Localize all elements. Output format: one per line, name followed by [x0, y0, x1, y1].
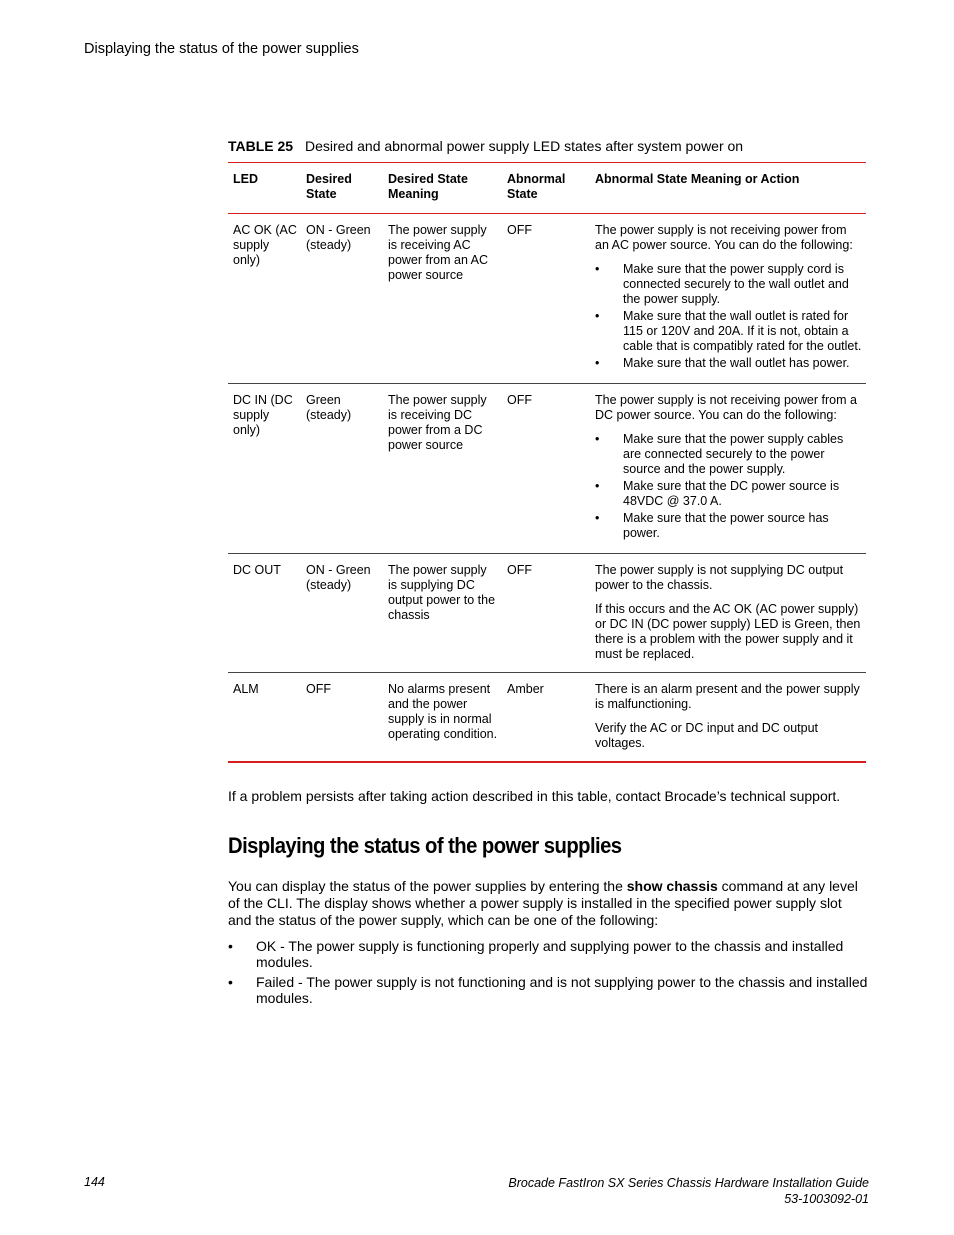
- bullet-icon: •: [595, 432, 600, 446]
- page-number: 144: [84, 1175, 105, 1189]
- action-cell: [590, 554, 866, 673]
- list-item: [228, 974, 868, 1006]
- list-item-text: Failed - The power supply is not functioning and is not supplying power to the chassis and installed modules.: [256, 974, 868, 1006]
- action-cell: [590, 673, 866, 763]
- abnormal-state-cell: OFF: [507, 393, 532, 407]
- doc-title: Brocade FastIron SX Series Chassis Hardware Installation Guide: [508, 1176, 869, 1190]
- desired-meaning-cell: No alarms present and the power supply is in normal operating condition.: [388, 682, 498, 741]
- led-states-table: [228, 162, 866, 763]
- bullet-icon: •: [595, 262, 600, 276]
- list-item: [228, 938, 868, 970]
- column-header: Desired State: [306, 172, 352, 201]
- table-row: [228, 673, 866, 763]
- command-name: show chassis: [626, 878, 718, 894]
- list-item-text: Make sure that the power supply cables are connected securely to the power source and the power supply.: [623, 432, 844, 476]
- bullet-icon: •: [228, 974, 233, 990]
- list-item: [595, 479, 862, 509]
- desired-state-cell: ON - Green (steady): [306, 563, 371, 592]
- bullet-icon: •: [595, 309, 600, 323]
- table-label: TABLE 25: [228, 138, 294, 154]
- bullet-icon: •: [595, 356, 600, 370]
- desired-state-cell: OFF: [306, 682, 331, 696]
- list-item-text: Make sure that the wall outlet is rated for 115 or 120V and 20A. If it is not, obtain a cable that is compatibly rated for the outlet.: [623, 309, 862, 353]
- table-caption: [228, 138, 743, 154]
- column-header: LED: [233, 172, 258, 186]
- desired-state-cell: ON - Green (steady): [306, 223, 371, 252]
- running-header: Displaying the status of the power supplies: [84, 41, 359, 57]
- status-list: [228, 938, 868, 1010]
- list-item: [595, 356, 862, 371]
- list-item: [595, 511, 862, 541]
- led-cell: ALM: [233, 682, 259, 696]
- list-item-text: Make sure that the DC power source is 48VDC @ 37.0 A.: [623, 479, 840, 508]
- table-row: [228, 214, 866, 384]
- paragraph-text: command at any level of the CLI. The display shows whether a power supply is installed in the specified power supply slot and the status of the power supply, which can be one of the following:: [228, 878, 858, 928]
- table-row: [228, 554, 866, 673]
- table-caption-text: Desired and abnormal power supply LED states after system power on: [304, 138, 744, 154]
- list-item-text: OK - The power supply is functioning properly and supplying power to the chassis and installed modules.: [256, 938, 844, 970]
- action-paragraph: The power supply is not receiving power from an AC power source. You can do the following:: [595, 223, 853, 252]
- desired-meaning-cell: The power supply is supplying DC output power to the chassis: [388, 563, 496, 622]
- action-paragraph: There is an alarm present and the power supply is malfunctioning.: [595, 682, 860, 711]
- doc-number: 53-1003092-01: [784, 1192, 869, 1206]
- column-header: Desired State Meaning: [388, 172, 468, 201]
- bullet-icon: •: [595, 511, 600, 525]
- abnormal-state-cell: OFF: [507, 563, 532, 577]
- list-item: [595, 262, 862, 307]
- action-cell: [590, 214, 866, 384]
- abnormal-state-cell: Amber: [507, 682, 544, 696]
- column-header: Abnormal State Meaning or Action: [595, 172, 800, 186]
- action-list: [595, 432, 862, 541]
- list-item: [595, 309, 862, 354]
- led-cell: DC IN (DC supply only): [233, 393, 293, 437]
- support-note: If a problem persists after taking action described in this table, contact Brocade’s technical support.: [228, 788, 841, 804]
- bullet-icon: •: [228, 938, 233, 954]
- desired-state-cell: Green (steady): [306, 393, 352, 422]
- footer-doc-info: [508, 1175, 869, 1207]
- paragraph-text: You can display the status of the power supplies by entering the: [228, 878, 627, 894]
- list-item-text: Make sure that the wall outlet has power.: [623, 356, 850, 370]
- table-header-row: [228, 163, 866, 214]
- list-item-text: Make sure that the power supply cord is connected securely to the wall outlet and the power supply.: [623, 262, 849, 306]
- action-paragraph: The power supply is not supplying DC output power to the chassis.: [595, 563, 844, 592]
- action-paragraph: Verify the AC or DC input and DC output voltages.: [595, 721, 819, 750]
- action-cell: [590, 384, 866, 554]
- action-paragraph: If this occurs and the AC OK (AC power supply) or DC IN (DC power supply) LED is Green, then there is a problem with the power supply and it must be replaced.: [595, 602, 861, 661]
- column-header: Abnormal State: [507, 172, 566, 201]
- desired-meaning-cell: The power supply is receiving DC power from a DC power source: [388, 393, 487, 452]
- table-row: [228, 384, 866, 554]
- abnormal-state-cell: OFF: [507, 223, 532, 237]
- desired-meaning-cell: The power supply is receiving AC power from an AC power source: [388, 223, 489, 282]
- list-item-text: Make sure that the power source has power.: [623, 511, 829, 540]
- section-title: Displaying the status of the power supplies: [228, 833, 622, 858]
- bullet-icon: •: [595, 479, 600, 493]
- led-cell: AC OK (AC supply only): [233, 223, 297, 267]
- action-paragraph: The power supply is not receiving power from a DC power source. You can do the following:: [595, 393, 857, 422]
- list-item: [595, 432, 862, 477]
- action-list: [595, 262, 862, 371]
- led-cell: DC OUT: [233, 563, 281, 577]
- section-paragraph: [228, 878, 868, 929]
